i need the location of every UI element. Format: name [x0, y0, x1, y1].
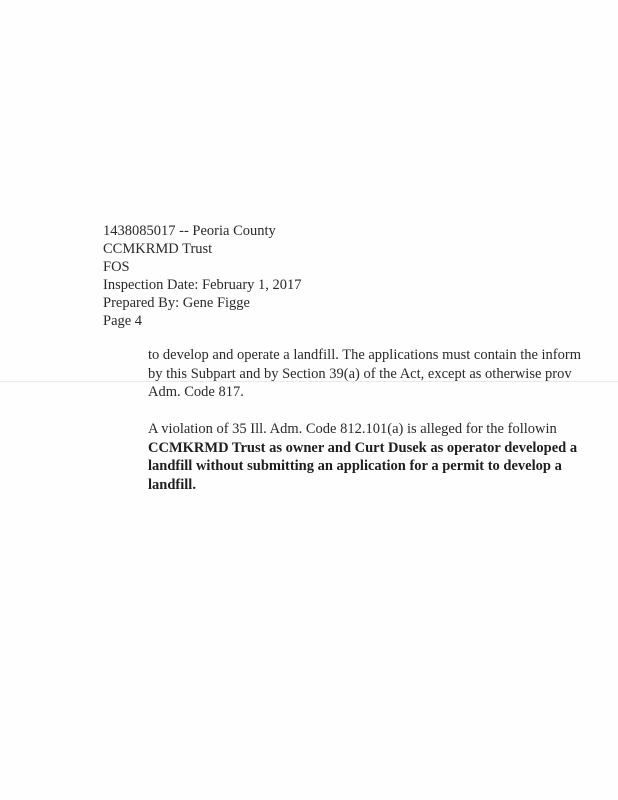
paragraph-permit-requirement	[148, 346, 618, 402]
violation-finding-line: landfill without submitting an application for a permit to develop a	[148, 458, 562, 474]
inspection-date: Inspection Date: February 1, 2017	[103, 277, 302, 293]
violation-finding-line: landfill.	[148, 476, 196, 493]
violation-finding-line: CCMKRMD Trust as owner and Curt Dusek as operator developed a	[148, 439, 578, 456]
prepared-by: Prepared By: Gene Figge	[103, 295, 250, 311]
page-header	[103, 222, 302, 330]
paragraph-line: by this Subpart and by Section 39(a) of the Act, except as otherwise prov	[148, 365, 572, 382]
paragraph-line: A violation of 35 Ill. Adm. Code 812.101(a) is alleged for the followin	[148, 421, 557, 437]
inspection-id-county: 1438085017 -- Peoria County	[103, 223, 276, 239]
program-code: FOS	[103, 259, 130, 275]
paragraph-violation	[148, 420, 618, 494]
paragraph-line: to develop and operate a landfill. The applications must contain the inform	[148, 347, 581, 363]
trust-name: CCMKRMD Trust	[103, 241, 213, 257]
paragraph-line: Adm. Code 817.	[148, 384, 244, 400]
page-number: Page 4	[103, 313, 143, 329]
